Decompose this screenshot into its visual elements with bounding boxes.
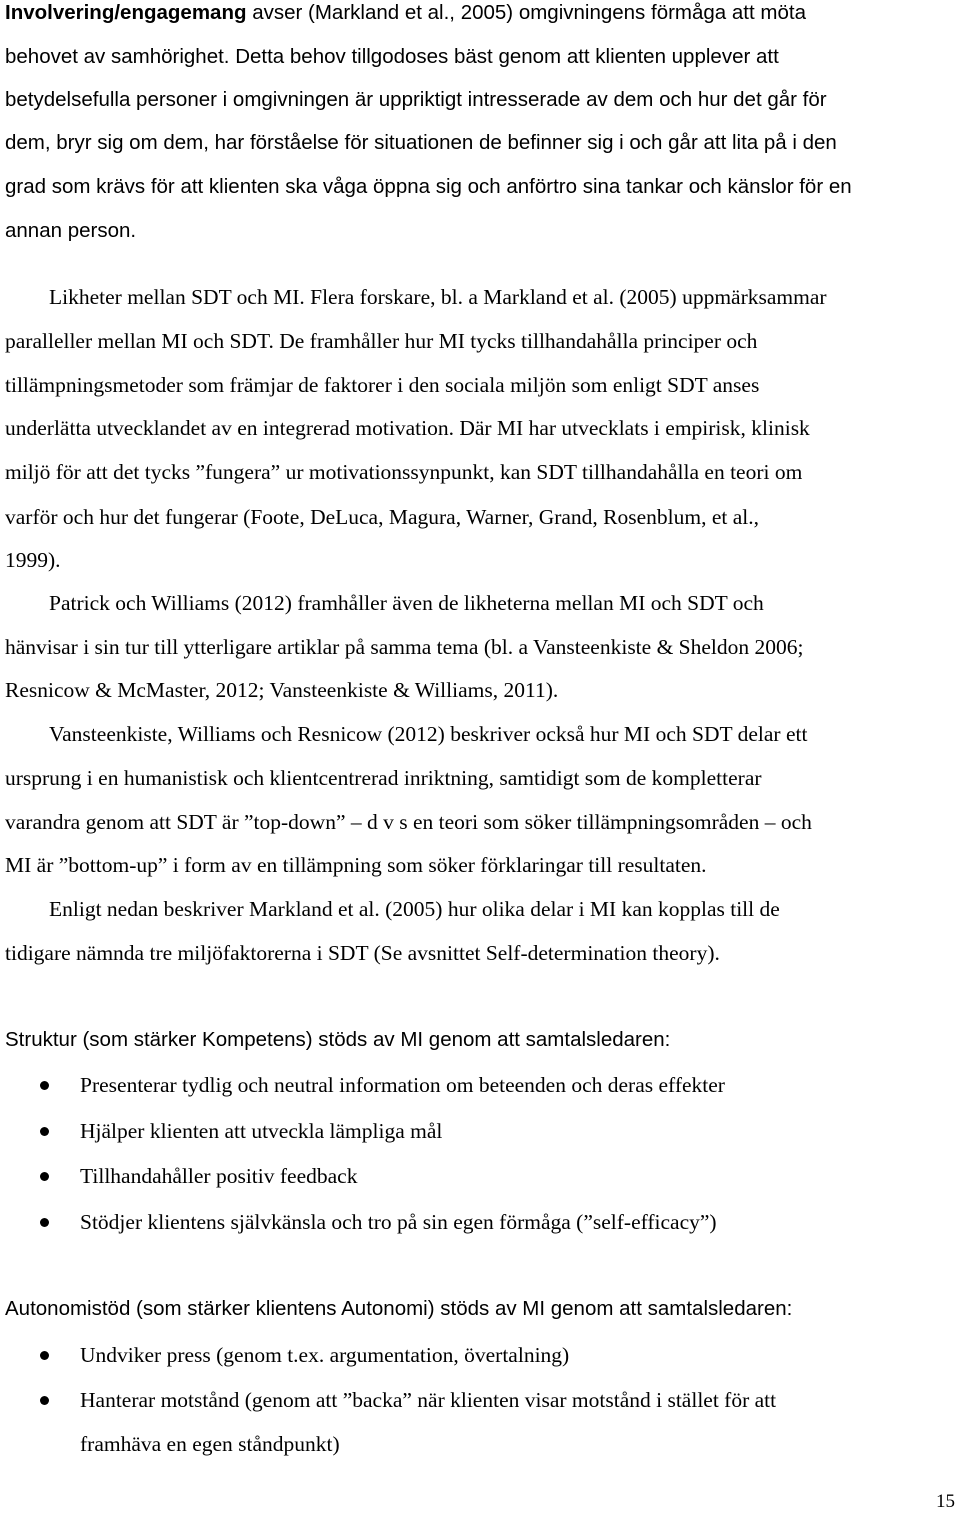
bullet-icon (40, 1081, 49, 1090)
enligt-line-1: Enligt nedan beskriver Markland et al. (2005) hur olika delar i MI kan kopplas till de (49, 897, 780, 921)
likheter-line-2: paralleller mellan MI och SDT. De framhåller hur MI tycks tillhandahålla principer och (5, 329, 758, 353)
vansteenkiste-line-4: MI är ”bottom-up” i form av en tillämpning som söker förklaringar till resultaten. (5, 853, 707, 877)
patrick-line-3: Resnicow & McMaster, 2012; Vansteenkiste & Williams, 2011). (5, 678, 559, 702)
likheter-line-6: varför och hur det fungerar (Foote, DeLuca, Magura, Warner, Grand, Rosenblum, et al., (5, 505, 760, 529)
engagemang-line-5: grad som krävs för att klienten ska våga öppna sig och anförtro sina tankar och känslor för en (5, 175, 852, 198)
likheter-line-4: underlätta utvecklandet av en integrerad motivation. Där MI har utvecklats i empirisk, klinisk (5, 416, 810, 440)
bullet-icon (40, 1218, 49, 1227)
struktur-item-3: Tillhandahåller positiv feedback (80, 1164, 358, 1188)
patrick-line-1: Patrick och Williams (2012) framhåller även de likheterna mellan MI och SDT och (49, 591, 764, 615)
vansteenkiste-line-1: Vansteenkiste, Williams och Resnicow (2012) beskriver också hur MI och SDT delar ett (49, 722, 808, 746)
bullet-icon (40, 1351, 49, 1360)
autonomistod-item-2: Hanterar motstånd (genom att ”backa” när klienten visar motstånd i stället för att (80, 1388, 777, 1412)
struktur-item-2: Hjälper klienten att utveckla lämpliga mål (80, 1119, 443, 1143)
likheter-line-1: Likheter mellan SDT och MI. Flera forskare, bl. a Markland et al. (2005) uppmärksammar (49, 285, 827, 309)
likheter-line-7: 1999). (5, 548, 61, 572)
struktur-heading: Struktur (som stärker Kompetens) stöds av MI genom att samtalsledaren: (5, 1028, 671, 1051)
engagemang-line-4: dem, bryr sig om dem, har förståelse för situationen de befinner sig i och går att lita på i den (5, 131, 837, 154)
engagemang-line-6: annan person. (5, 219, 137, 242)
struktur-item-4: Stödjer klientens självkänsla och tro på sin egen förmåga (”self-efficacy”) (80, 1210, 717, 1234)
likheter-line-3: tillämpningsmetoder som främjar de faktorer i den sociala miljön som enligt SDT anses (5, 373, 760, 397)
bullet-icon (40, 1127, 49, 1136)
engagemang-term: Involvering/engagemang (5, 1, 247, 24)
engagemang-line-2: behovet av samhörighet. Detta behov tillgodoses bäst genom att klienten upplever att (5, 45, 779, 68)
engagemang-line-1 (5, 3, 806, 24)
bullet-icon (40, 1172, 49, 1181)
struktur-item-1: Presenterar tydlig och neutral information om beteenden och deras effekter (80, 1073, 725, 1097)
page-number: 15 (936, 1491, 955, 1512)
vansteenkiste-line-3: varandra genom att SDT är ”top-down” – d v s en teori som söker tillämpningsområden – och (5, 810, 812, 834)
engagemang-line-1-text: avser (Markland et al., 2005) omgivningens förmåga att möta (246, 1, 806, 24)
vansteenkiste-line-2: ursprung i en humanistisk och klientcentrerad inriktning, samtidigt som de kompletterar (5, 766, 762, 790)
bullet-icon (40, 1396, 49, 1405)
patrick-line-2: hänvisar i sin tur till ytterligare artiklar på samma tema (bl. a Vansteenkiste & Sheldon 2006; (5, 635, 804, 659)
autonomistod-heading: Autonomistöd (som stärker klientens Autonomi) stöds av MI genom att samtalsledaren: (5, 1297, 793, 1320)
likheter-line-5: miljö för att det tycks ”fungera” ur motivationssynpunkt, kan SDT tillhandahålla en teori om (5, 460, 803, 484)
engagemang-line-3: betydelsefulla personer i omgivningen är uppriktigt intresserade av dem och hur det går för (5, 88, 827, 111)
autonomistod-item-2-continuation: framhäva en egen ståndpunkt) (80, 1432, 340, 1456)
enligt-line-2: tidigare nämnda tre miljöfaktorerna i SDT (Se avsnittet Self-determination theory). (5, 941, 720, 965)
autonomistod-item-1: Undviker press (genom t.ex. argumentation, övertalning) (80, 1343, 570, 1367)
